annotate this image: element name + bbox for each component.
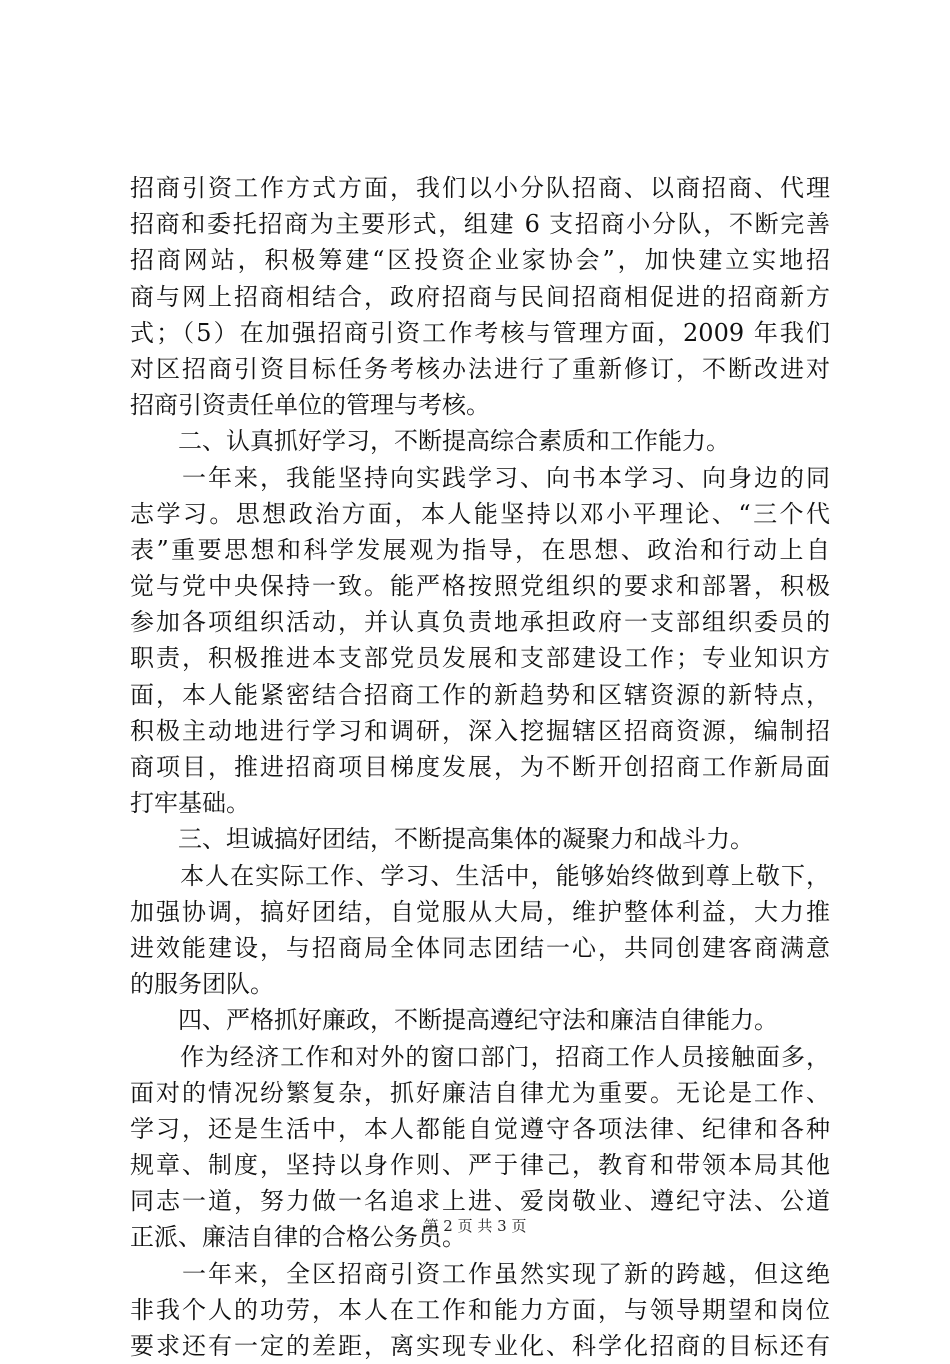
text-line: 志学习。思想政治方面，本人能坚持以邓小平理论、“三个代 [130,499,830,528]
text-line: 招商引资责任单位的管理与考核。 [130,391,490,420]
text-line: 参加各项组织活动，并认真负责地承担政府一支部组织委员的 [130,608,830,637]
text-line: 进效能建设，与招商局全体同志团结一心，共同创建客商满意 [130,933,830,962]
text-line: 一年来，全区招商引资工作虽然实现了新的跨越，但这绝 [130,1259,830,1288]
text-line: 商与网上招商相结合，政府招商与民间招商相促进的招商新方 [130,282,830,311]
text-line: 表”重要思想和科学发展观为指导，在思想、政治和行动上自 [130,535,830,564]
section-heading: 二、认真抓好学习，不断提高综合素质和工作能力。 [130,427,730,456]
text-line: 作为经济工作和对外的窗口部门，招商工作人员接触面多， [130,1042,830,1071]
text-line: 面对的情况纷繁复杂，抓好廉洁自律尤为重要。无论是工作、 [130,1078,830,1107]
text-line: 招商引资工作方式方面，我们以小分队招商、以商招商、代理 [130,174,830,202]
text-line: 打牢基础。 [130,789,250,818]
text-line: 商项目，推进招商项目梯度发展，为不断开创招商工作新局面 [130,753,830,781]
body-text [130,170,830,1364]
text-line: 规章、制度，坚持以身作则、严于律己，教育和带领本局其他 [130,1151,830,1180]
text-line: 学习，还是生活中，本人都能自觉遵守各项法律、纪律和各种 [130,1114,830,1143]
text-line: 招商和委托招商为主要形式，组建 6 支招商小分队，不断完善 [130,210,830,239]
section-heading: 四、严格抓好廉政，不断提高遵纪守法和廉洁自律能力。 [130,1006,778,1035]
section-heading: 三、坦诚搞好团结，不断提高集体的凝聚力和战斗力。 [130,825,754,854]
text-line: 觉与党中央保持一致。能严格按照党组织的要求和部署，积极 [130,572,830,601]
text-line: 本人在实际工作、学习、生活中，能够始终做到尊上敬下， [130,861,830,890]
text-line: 积极主动地进行学习和调研，深入挖掘辖区招商资源，编制招 [130,716,830,745]
page-number-label: 第 2 页 共 3 页 [423,1217,527,1235]
text-line: 要求还有一定的差距，离实现专业化、科学化招商的目标还有 [130,1332,830,1360]
text-line: 面，本人能紧密结合招商工作的新趋势和区辖资源的新特点， [130,680,830,709]
text-line: 同志一道，努力做一名追求上进、爱岗敬业、遵纪守法、公道 [130,1187,830,1216]
text-line: 正派、廉洁自律的合格公务员。 [130,1223,466,1252]
text-line: 职责，积极推进本支部党员发展和支部建设工作；专业知识方 [130,644,830,673]
page-footer [0,1216,950,1236]
text-line: 一年来，我能坚持向实践学习、向书本学习、向身边的同 [130,463,830,492]
text-line: 对区招商引资目标任务考核办法进行了重新修订，不断改进对 [130,354,830,383]
text-line: 非我个人的功劳，本人在工作和能力方面，与领导期望和岗位 [130,1295,830,1324]
text-line: 加强协调，搞好团结，自觉服从大局，维护整体利益，大力推 [130,897,830,926]
text-line: 招商网站，积极筹建“区投资企业家协会”，加快建立实地招 [130,246,830,275]
text-line: 的服务团队。 [130,970,274,999]
text-line: 式；（5）在加强招商引资工作考核与管理方面，2009 年我们 [130,318,830,347]
